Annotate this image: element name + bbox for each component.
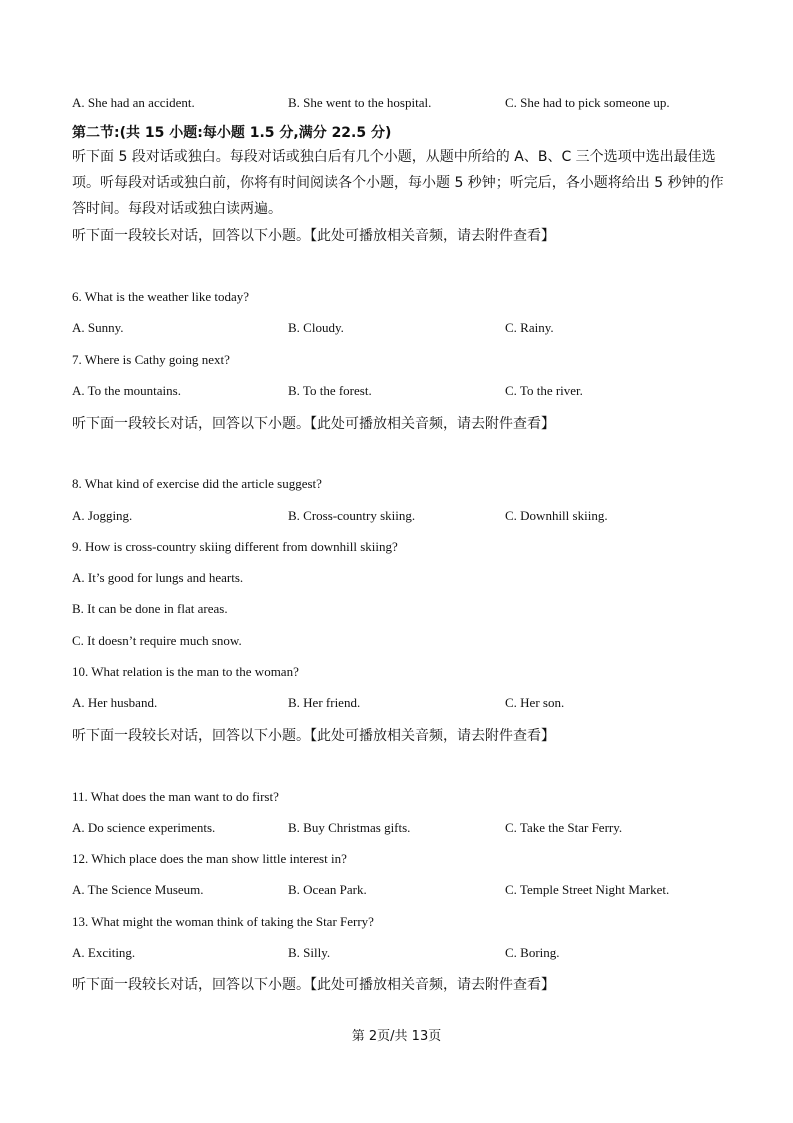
q13-option-b: B. Silly. xyxy=(288,945,331,960)
q11-option-a: A. Do science experiments. xyxy=(72,820,216,835)
option-c: C. She had to pick someone up. xyxy=(505,95,670,110)
q12-option-b: B. Ocean Park. xyxy=(288,882,367,897)
listening-prompt: 听下面一段较长对话，回答以下小题。【此处可播放相关音频，请去附件查看】 xyxy=(72,416,555,432)
q10-option-b: B. Her friend. xyxy=(288,695,361,710)
option-b: B. She went to the hospital. xyxy=(288,95,432,110)
question-7: 7. Where is Cathy going next? xyxy=(72,352,230,367)
q10-option-a: A. Her husband. xyxy=(72,695,158,710)
question-10: 10. What relation is the man to the woman? xyxy=(72,664,299,679)
q7-option-c: C. To the river. xyxy=(505,383,583,398)
q7-option-a: A. To the mountains. xyxy=(72,383,181,398)
listening-prompt: 听下面一段较长对话，回答以下小题。【此处可播放相关音频，请去附件查看】 xyxy=(72,977,555,993)
question-9: 9. How is cross-country skiing different from downhill skiing? xyxy=(72,539,398,554)
q6-option-c: C. Rainy. xyxy=(505,320,554,335)
question-6: 6. What is the weather like today? xyxy=(72,289,250,304)
q11-option-b: B. Buy Christmas gifts. xyxy=(288,820,411,835)
q12-option-a: A. The Science Museum. xyxy=(72,882,204,897)
q9-option-b: B. It can be done in flat areas. xyxy=(72,601,228,616)
question-11: 11. What does the man want to do first? xyxy=(72,789,279,804)
q9-option-c: C. It doesn’t require much snow. xyxy=(72,633,242,648)
q10-option-c: C. Her son. xyxy=(505,695,565,710)
q6-option-a: A. Sunny. xyxy=(72,320,124,335)
question-12: 12. Which place does the man show little interest in? xyxy=(72,851,347,866)
q13-option-c: C. Boring. xyxy=(505,945,560,960)
section-title: 第二节:(共 15 小题:每小题 1.5 分,满分 22.5 分) xyxy=(72,125,392,141)
q13-option-a: A. Exciting. xyxy=(72,945,136,960)
q7-option-b: B. To the forest. xyxy=(288,383,372,398)
question-8: 8. What kind of exercise did the article suggest? xyxy=(72,476,322,491)
q8-option-b: B. Cross-country skiing. xyxy=(288,508,416,523)
page-footer: 第 2页/共 13页 xyxy=(351,1029,442,1044)
section-instructions: 听下面 5 段对话或独白。每段对话或独白后有几个小题，从题中所给的 A、B、C 三个选项中选出最佳选项。听每段对话或独白前，你将有时间阅读各个小题，每小题 5 秒钟；听完后，各小题将给出 5 秒钟的作答时间。每段对话或独白读两遍。 xyxy=(72,149,724,217)
q6-option-b: B. Cloudy. xyxy=(288,320,344,335)
q11-option-c: C. Take the Star Ferry. xyxy=(505,820,623,835)
q9-option-a: A. It’s good for lungs and hearts. xyxy=(72,570,244,585)
q12-option-c: C. Temple Street Night Market. xyxy=(505,882,670,897)
q8-option-a: A. Jogging. xyxy=(72,508,133,523)
listening-prompt: 听下面一段较长对话，回答以下小题。【此处可播放相关音频，请去附件查看】 xyxy=(72,728,555,744)
question-13: 13. What might the woman think of taking the Star Ferry? xyxy=(72,914,374,929)
listening-prompt: 听下面一段较长对话，回答以下小题。【此处可播放相关音频，请去附件查看】 xyxy=(72,228,555,244)
option-a: A. She had an accident. xyxy=(72,95,195,110)
q8-option-c: C. Downhill skiing. xyxy=(505,508,608,523)
